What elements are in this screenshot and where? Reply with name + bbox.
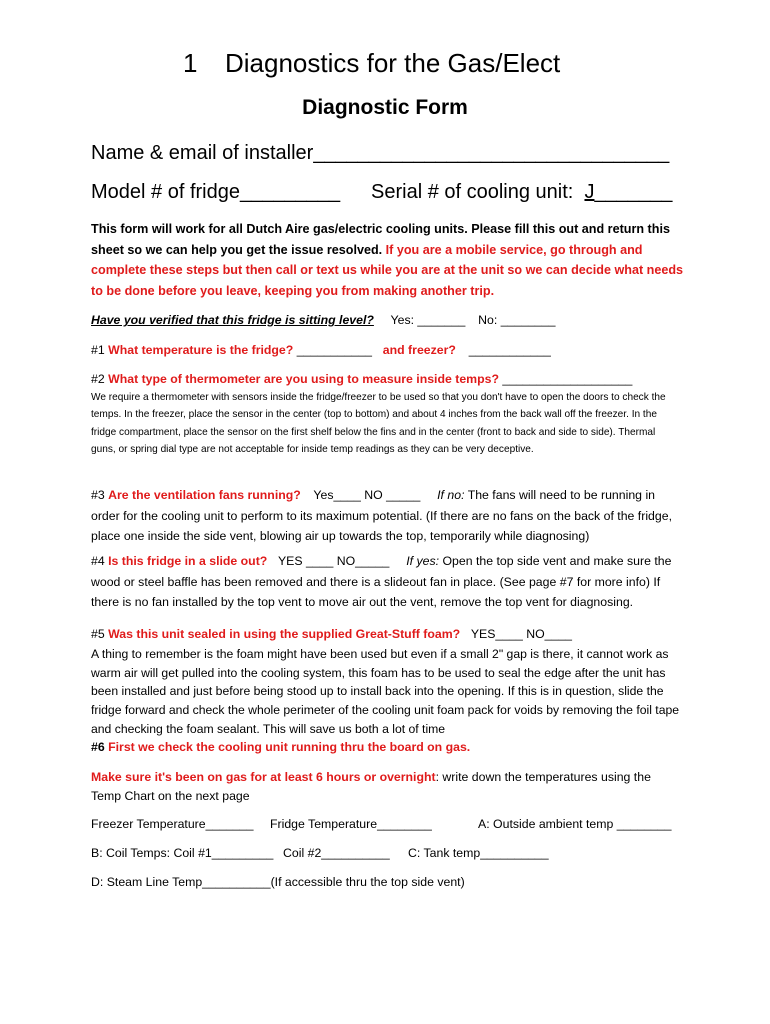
q1-question: What temperature is the fridge?: [108, 343, 294, 357]
q3-detail: The fans will need to be running in order for the cooling unit to perform to its maximum potential. (If there are no fans on the back of the fridge, place one inside the side vent, blowing air up towards the top, temporarily while diagnosing): [91, 488, 672, 543]
q6-number: #6: [91, 740, 105, 754]
level-question: Have you verified that this fridge is sitting level?: [91, 313, 374, 327]
model-label: Model # of fridge: [91, 181, 240, 203]
steam-line-temp-field[interactable]: D: Steam Line Temp__________(If accessible thru the top side vent): [91, 875, 465, 889]
q4-condition: If yes:: [406, 554, 440, 568]
q4-question: Is this fridge in a slide out?: [108, 554, 268, 568]
q3-number: #3: [91, 488, 105, 502]
q3-options[interactable]: Yes____ NO _____: [313, 488, 421, 502]
q6-row: [91, 740, 470, 754]
q3-question: Are the ventilation fans running?: [108, 488, 301, 502]
q1-freezer-blank[interactable]: ____________: [468, 343, 551, 357]
model-line: [91, 181, 340, 204]
q2-row: [91, 372, 632, 386]
q5-question: Was this unit sealed in using the supplied Great-Stuff foam?: [108, 627, 461, 641]
q5-detail: A thing to remember is the foam might have been used but even if a small 2" gap is there, it cannot work as warm air will get pulled into the cooling system, this foam has to be used to seal the edge after the unit has been installed and just before being stood up to install back into the opening. If this is in question, slide the fridge forward and check the whole perimeter of the cooling unit foam pack for voids by removing the foil tape and checking the foam sealant. This will save us both a lot of time: [91, 647, 680, 736]
serial-label: Serial # of cooling unit:: [371, 181, 574, 203]
q2-question: What type of thermometer are you using to measure inside temps?: [108, 372, 499, 386]
form-title: Diagnostic Form: [302, 96, 468, 119]
q3-block: [91, 485, 686, 547]
q5-number: #5: [91, 627, 105, 641]
tank-temp-field[interactable]: C: Tank temp__________: [408, 846, 549, 860]
q5-row: [91, 627, 572, 641]
gas-note-warning: Make sure it's been on gas for at least 6 hours or overnight: [91, 770, 436, 784]
serial-line: [371, 181, 672, 204]
q2-blank[interactable]: ___________________: [502, 372, 633, 386]
section-number: 1: [183, 48, 198, 78]
q5-options[interactable]: YES____ NO____: [470, 627, 573, 641]
coil1-temp-field[interactable]: B: Coil Temps: Coil #1_________: [91, 846, 274, 860]
level-yes[interactable]: Yes: _______: [390, 313, 466, 327]
freezer-temp-field[interactable]: Freezer Temperature_______: [91, 817, 254, 831]
section-heading: [183, 48, 560, 79]
q3-condition: If no:: [437, 488, 465, 502]
q4-options[interactable]: YES ____ NO_____: [277, 554, 390, 568]
q2-number: #2: [91, 372, 105, 386]
gas-note-text: : write down the temperatures using the Temp Chart on the next page: [91, 770, 651, 803]
section-title: Diagnostics for the Gas/Elect: [225, 48, 561, 78]
q1-blank[interactable]: ___________: [296, 343, 372, 357]
q4-number: #4: [91, 554, 105, 568]
level-question-row: [91, 313, 555, 327]
serial-value[interactable]: J: [584, 181, 595, 203]
q4-detail: Open the top side vent and make sure the wood or steel baffle has been removed and there is a slideout fan in place. (See page #7 for more info) If there is no fan installed by the top vent to move air out the vent, remove the top vent for diagnosing.: [91, 554, 672, 609]
q6-text: First we check the cooling unit running thru the board on gas.: [108, 740, 471, 754]
ambient-temp-field[interactable]: A: Outside ambient temp ________: [478, 817, 672, 831]
gas-note: [91, 768, 681, 806]
installer-blank[interactable]: ________________________________: [313, 142, 670, 164]
installer-line: [91, 142, 669, 165]
installer-label: Name & email of installer: [91, 142, 314, 164]
coil2-temp-field[interactable]: Coil #2__________: [283, 846, 390, 860]
q2-detail: We require a thermometer with sensors inside the fridge/freezer to be used so that you don't have to open the doors to check the temps. In the freezer, place the sensor in the center (top to bottom) and about 4 inches from the back wall off the freezer. In the fridge compartment, place the sensor on the first shelf below the fins and in the center (front to back and side to side). Thermal guns, or spring dial type are not acceptable for inside temp readings as they can be very deceptive.: [91, 392, 666, 455]
q1-row: [91, 343, 551, 357]
intro-text: This form will work for all Dutch Aire gas/electric cooling units. Please fill this out and return this sheet so we can help you get the issue resolved.: [91, 222, 670, 257]
intro-mobile-note: If you are a mobile service, go through and complete these steps but then call or text us while you are at the unit so we can decide what needs to be done before you leave, keeping you from making another trip.: [91, 242, 684, 298]
model-blank[interactable]: _________: [239, 181, 341, 203]
level-no[interactable]: No: ________: [478, 313, 556, 327]
q1-number: #1: [91, 343, 105, 357]
q1-freezer-label: and freezer?: [382, 343, 456, 357]
q4-block: [91, 551, 686, 613]
serial-blank[interactable]: _______: [594, 181, 673, 203]
intro-paragraph: [91, 219, 691, 301]
fridge-temp-field[interactable]: Fridge Temperature________: [270, 817, 432, 831]
